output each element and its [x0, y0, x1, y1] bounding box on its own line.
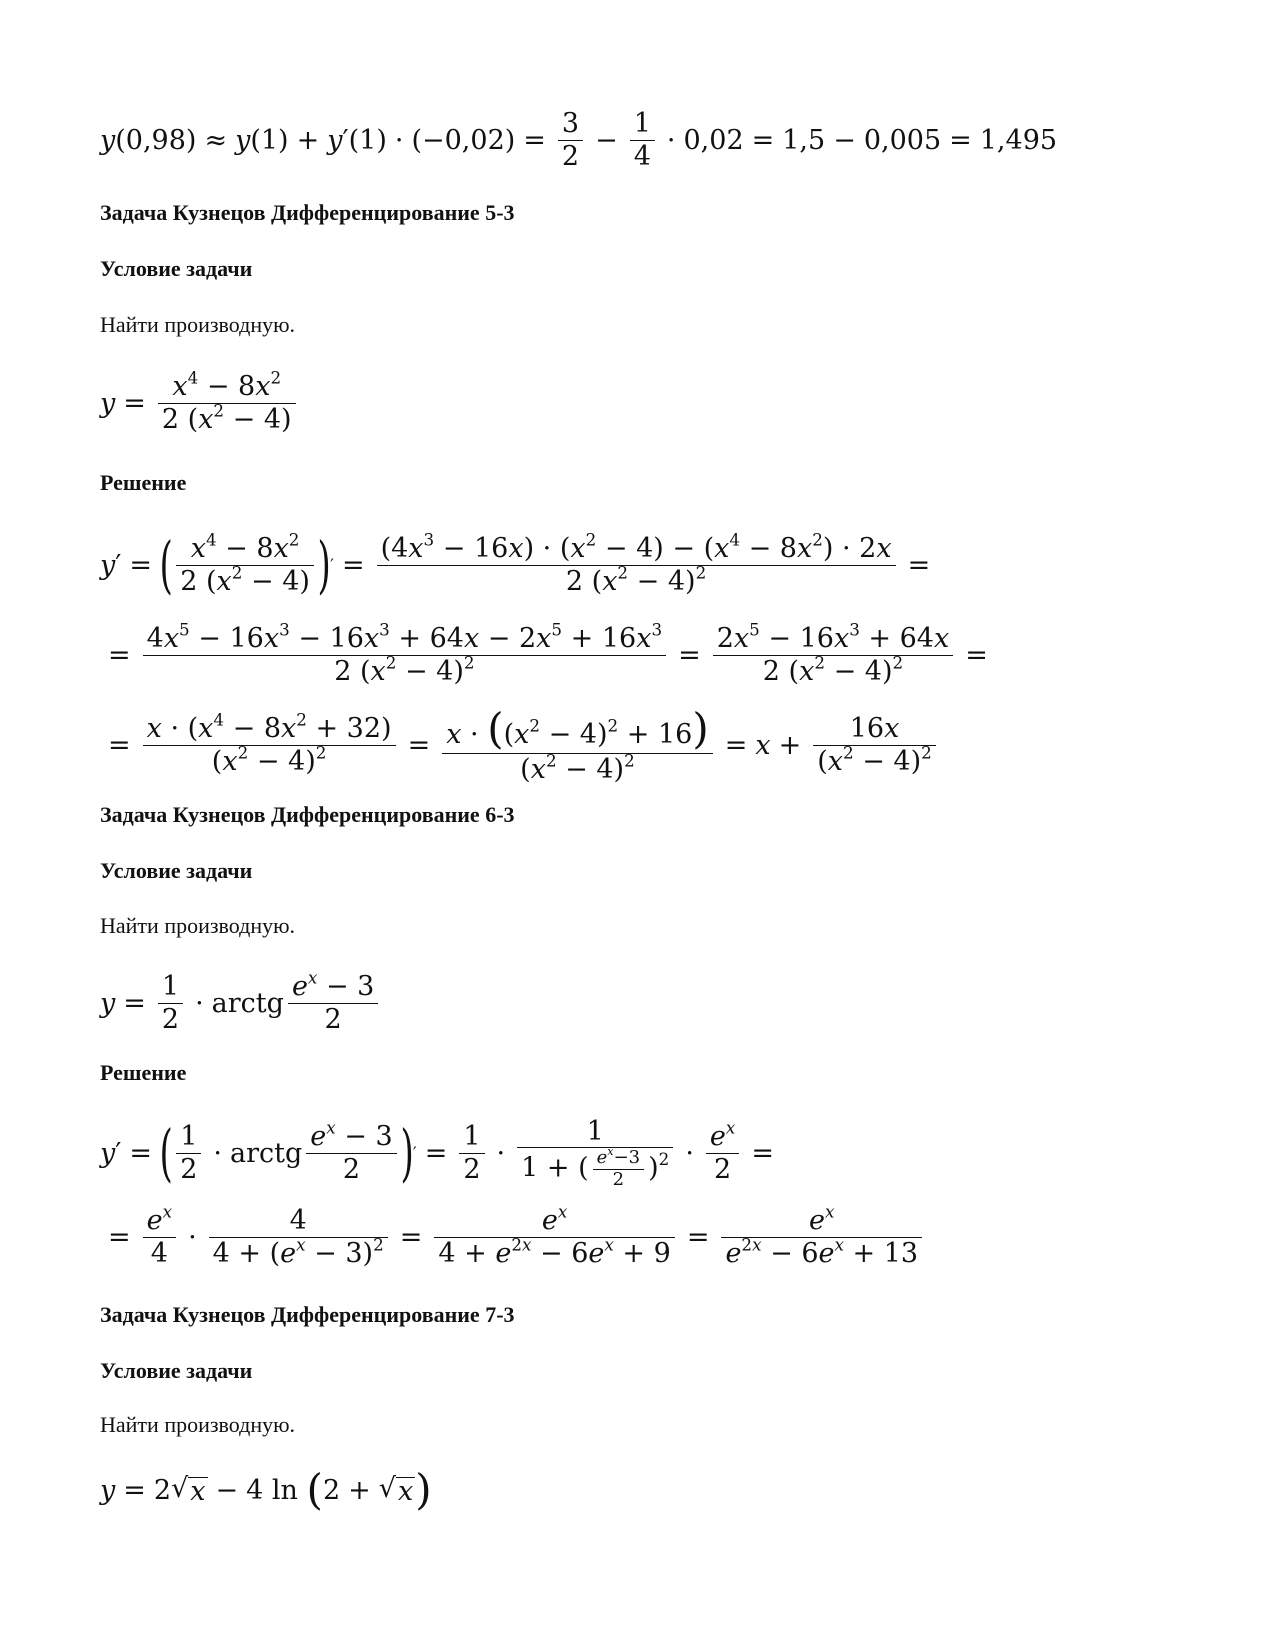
task-formula: y = $\frac{x^4 - 8x^2}{2 (x^2 - 4)}$ [100, 358, 300, 448]
task-heading: Задача Кузнецов Дифференцирование 5-3 [100, 200, 515, 225]
solution-formula: y ′ = ( $\frac{1}{2}$ · arctg $\frac{e^x - 3}{2}$ ) ′ = $\frac{1}{2}$ · 1 1 + ( $\frac{e^x-3}{2}$ )$^2$ · $\frac{e^x}{2}$ = = $\frac{e^x}{4}$ · $\frac{4}{4 + (e^x - 3)^2}$ = $\frac{e^x}{4 + e^{2x} - 6e^x + 9}$ = $\frac{e^x}{e^{2x} - 6e^x + 13}$ [100, 1108, 926, 1276]
solution-formula: y ′ = ( $\frac{x^4 - 8x^2}{2 (x^2 - 4)}$ ) ′ = $\frac{(4x^3 - 16x) \cdot (x^2 - 4) - (x^4 - 8x^2) \cdot 2x}{2 (x^2 - 4)^2}$ = = $\frac{4x^5 - 16x^3 - 16x^3 + 64x - 2x^5 + 16x^3}{2 (x^2 - 4)^2}$ = $\frac{2x^5 - 16x^3 + 64x}{2 (x^2 - 4)^2}$ = = $\frac{x \cdot (x^4 - 8x^2 + 32)}{(x^2 - 4)^2}$ = $\frac{x \cdot ((x^2 - 4)^2 + 16)}{(x^2 - 4)^2}$ = x + $\frac{16x}{(x^2 - 4)^2}$ [100, 528, 988, 786]
task-heading: Задача Кузнецов Дифференцирование 7-3 [100, 1302, 515, 1327]
solution-label: Решение [100, 470, 187, 495]
instruction-text: Найти производную. [100, 312, 296, 337]
condition-label: Условие задачи [100, 1358, 253, 1383]
instruction-text: Найти производную. [100, 913, 296, 938]
task-formula: y = 2 √ x − 4 ln ( 2 + √ x ) [100, 1465, 432, 1514]
condition-label: Условие задачи [100, 858, 253, 883]
approximation-formula: y (0,98) ≈ y (1) + y ′(1) · (−0,02) = $\frac{3}{2}$ − $\frac{1}{4}$ · 0,02 = 1,5 − 0,005 = 1,495 [100, 108, 1058, 172]
condition-label: Условие задачи [100, 256, 253, 281]
solution-label: Решение [100, 1060, 187, 1085]
task-formula: y = $\frac{1}{2}$ · arctg $\frac{e^x - 3}{2}$ [100, 958, 382, 1048]
task-heading: Задача Кузнецов Дифференцирование 6-3 [100, 802, 515, 827]
instruction-text: Найти производную. [100, 1412, 296, 1437]
